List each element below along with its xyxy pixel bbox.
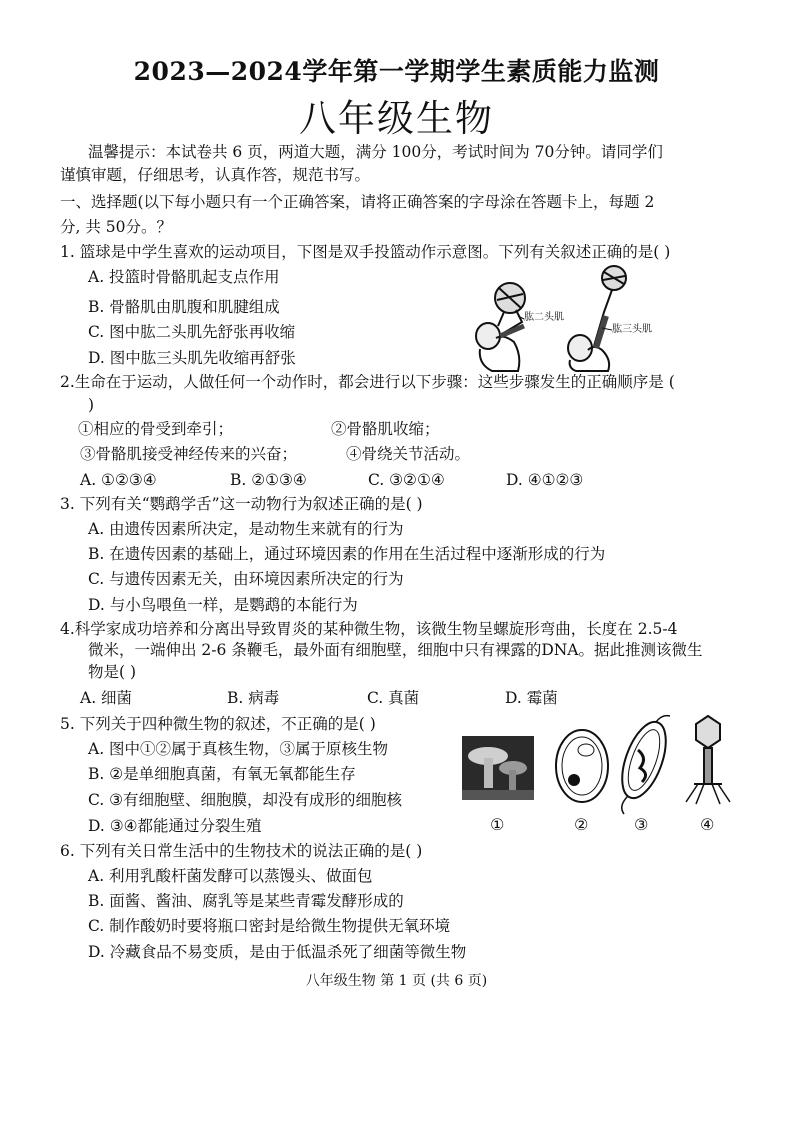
microbes-figure	[458, 710, 734, 838]
shooter-right	[568, 266, 626, 371]
q3-option-a: A. 由遗传因素所决定，是动物生来就有的行为	[88, 520, 404, 538]
q4-option-c: C. 真菌	[367, 689, 420, 707]
q2-option-d: D. ④①②③	[506, 471, 584, 489]
q6-option-c: C. 制作酸奶时要将瓶口密封是给微生物提供无氧环境	[88, 917, 451, 935]
q1-option-a: A. 投篮时骨骼肌起支点作用	[88, 268, 280, 286]
fig-label-3: ③	[634, 815, 649, 834]
q4-stem-2: 微米，一端伸出 2-6 条鞭毛，最外面有细胞壁，细胞中只有裸露的DNA。据此推测该微生	[88, 641, 703, 659]
q6-option-d: D. 冷藏食品不易变质，是由于低温杀死了细菌等微生物	[88, 943, 467, 961]
q4-option-a: A. 细菌	[80, 689, 133, 707]
q5-option-a: A. 图中①②属于真核生物，③属于原核生物	[88, 740, 389, 758]
q3-option-d: D. 与小鸟喂鱼一样，是鹦鹉的本能行为	[88, 596, 358, 614]
q6-stem: 6. 下列有关日常生活中的生物技术的说法正确的是( )	[60, 842, 423, 860]
q2-step-4: ④骨绕关节活动。	[346, 445, 471, 463]
q3-stem: 3. 下列有关“鹦鹉学舌”这一动物行为叙述正确的是( )	[60, 495, 423, 513]
bacterium	[613, 716, 674, 814]
fig-label-4: ④	[700, 815, 715, 834]
q6-option-b: B. 面酱、酱油、腐乳等是某些青霉发酵形成的	[88, 892, 404, 910]
page-footer: 八年级生物 第 1 页 (共 6 页)	[305, 973, 488, 989]
q2-step-3: ③骨骼肌接受神经传来的兴奋；	[80, 445, 298, 463]
yeast-cell	[556, 730, 608, 802]
bacteriophage	[686, 716, 730, 804]
fig-label-triceps: 肱三头肌	[612, 324, 652, 335]
q4-stem-1: 4.科学家成功培养和分离出导致胃炎的某种微生物，该微生物呈螺旋形弯曲，长度在 2.5-4	[60, 620, 678, 638]
q1-option-b: B. 骨骼肌由肌腹和肌腱组成	[88, 298, 280, 316]
exam-subject: 八年级生物	[299, 97, 494, 140]
notice-line-1: 温馨提示：本试卷共 6 页，两道大题，满分 100分，考试时间为 70分钟。请同学们	[88, 143, 663, 161]
notice-line-2: 谨慎审题，仔细思考，认真作答，规范书写。	[60, 166, 371, 184]
q3-option-c: C. 与遗传因素无关，由环境因素所决定的行为	[88, 570, 404, 588]
q2-stem-2: )	[88, 396, 95, 414]
q5-option-d: D. ③④都能通过分裂生殖	[88, 817, 262, 835]
q2-stem-1: 2.生命在于运动，人做任何一个动作时，都会进行以下步骤：这些步骤发生的正确顺序是 (	[60, 373, 675, 391]
q5-stem: 5. 下列关于四种微生物的叙述，不正确的是( )	[60, 715, 376, 733]
q2-option-b: B. ②①③④	[230, 471, 307, 489]
q1-option-c: C. 图中肱二头肌先舒张再收缩	[88, 323, 296, 341]
q2-option-c: C. ③②①④	[368, 471, 445, 489]
q4-option-d: D. 霉菌	[505, 689, 558, 707]
q2-step-1: ①相应的骨受到牵引；	[78, 420, 234, 438]
q4-stem-3: 物是( )	[88, 663, 137, 681]
q2-option-a: A. ①②③④	[80, 471, 157, 489]
q6-option-a: A. 利用乳酸杆菌发酵可以蒸馒头、做面包	[88, 867, 373, 885]
q2-step-2: ②骨骼肌收缩；	[331, 420, 440, 438]
section-heading-line-1: 一、选择题(以下每小题只有一个正确答案，请将正确答案的字母涂在答题卡上，每题 2	[60, 193, 655, 211]
q1-option-d: D. 图中肱三头肌先收缩再舒张	[88, 349, 296, 367]
fig-label-biceps: 肱二头肌	[524, 312, 564, 323]
exam-title: 2023—2024学年第一学期学生素质能力监测	[133, 57, 660, 86]
mushroom-image	[462, 736, 534, 800]
basketball-figure	[472, 264, 712, 376]
section-heading-line-2: 分, 共 50分。？	[60, 218, 173, 236]
q5-option-b: B. ②是单细胞真菌，有氧无氧都能生存	[88, 765, 356, 783]
fig-label-1: ①	[490, 815, 505, 834]
q5-option-c: C. ③有细胞壁、细胞膜，却没有成形的细胞核	[88, 791, 403, 809]
q1-stem: 1. 篮球是中学生喜欢的运动项目，下图是双手投篮动作示意图。下列有关叙述正确的是( )	[60, 243, 671, 261]
q3-option-b: B. 在遗传因素的基础上，通过环境因素的作用在生活过程中逐渐形成的行为	[88, 545, 606, 563]
fig-label-2: ②	[574, 815, 589, 834]
q4-option-b: B. 病毒	[227, 689, 280, 707]
shooter-left	[476, 283, 525, 371]
